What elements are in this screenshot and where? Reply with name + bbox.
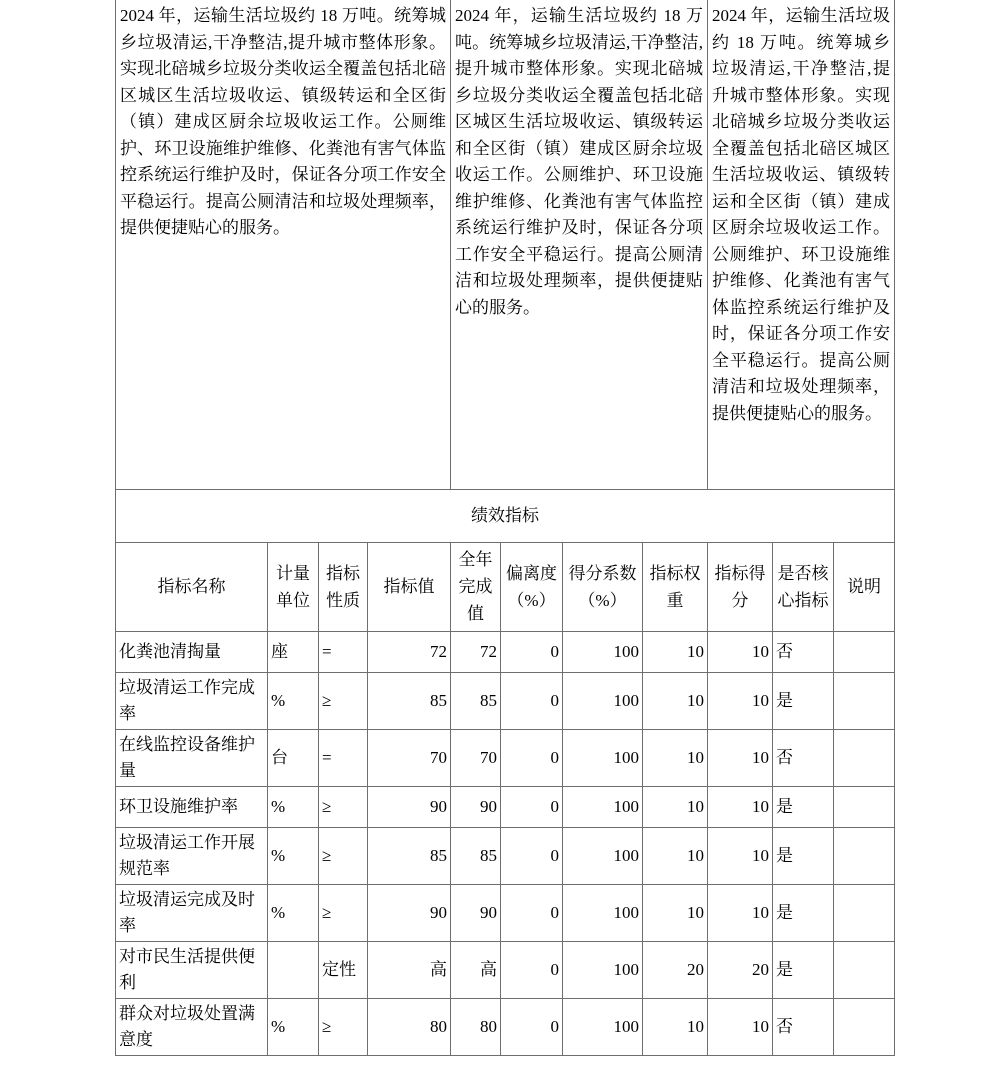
cell-note <box>834 631 895 672</box>
overview-text-1: 2024 年，运输生活垃圾约 18 万吨。统筹城乡垃圾清运,干净整洁,提升城市整体形象。实现北碚城乡垃圾分类收运全覆盖包括北碚区城区生活垃圾收运、镇级转运和全区街（镇）建成区厨余垃圾收运工作。公厕维护、环卫设施维护维修、化粪池有害气体监控系统运行维护及时，保证各分项工作安全平稳运行。提高公厕清洁和垃圾处理频率，提供便捷贴心的服务。 <box>120 6 446 237</box>
cell-deviation: 0 <box>501 941 563 998</box>
cell-nature: ≥ <box>319 786 368 827</box>
cell-indicator-name: 环卫设施维护率 <box>116 786 268 827</box>
table-row <box>116 729 895 786</box>
cell-weight: 20 <box>643 941 708 998</box>
cell-score-coefficient: 100 <box>563 884 643 941</box>
cell-score: 20 <box>708 941 773 998</box>
cell-annual-value: 85 <box>451 827 501 884</box>
cell-unit: 座 <box>268 631 319 672</box>
cell-weight: 10 <box>643 672 708 729</box>
cell-unit: % <box>268 786 319 827</box>
cell-score-coefficient: 100 <box>563 786 643 827</box>
cell-unit: 台 <box>268 729 319 786</box>
cell-target-value: 72 <box>368 631 451 672</box>
cell-nature: 定性 <box>319 941 368 998</box>
cell-unit <box>268 941 319 998</box>
cell-core-indicator: 是 <box>773 786 834 827</box>
cell-indicator-name: 垃圾清运工作开展规范率 <box>116 827 268 884</box>
cell-annual-value: 90 <box>451 884 501 941</box>
overview-row <box>116 0 895 489</box>
cell-nature: ≥ <box>319 827 368 884</box>
overview-text-3: 2024 年，运输生活垃圾约 18 万吨。统筹城乡垃圾清运,干净整洁,提升城市整体形象。实现北碚城乡垃圾分类收运全覆盖包括北碚区城区生活垃圾收运、镇级转运和全区街（镇）建成区厨余垃圾收运工作。公厕维护、环卫设施维护维修、化粪池有害气体监控系统运行维护及时，保证各分项工作安全平稳运行。提高公厕清洁和垃圾处理频率，提供便捷贴心的服务。 <box>712 6 891 423</box>
cell-deviation: 0 <box>501 786 563 827</box>
header-score: 指标得分 <box>708 542 773 631</box>
cell-deviation: 0 <box>501 631 563 672</box>
cell-note <box>834 998 895 1055</box>
cell-target-value: 高 <box>368 941 451 998</box>
cell-annual-value: 90 <box>451 786 501 827</box>
table-row <box>116 998 895 1055</box>
table-header-row <box>116 542 895 631</box>
cell-unit: % <box>268 827 319 884</box>
cell-weight: 10 <box>643 998 708 1055</box>
cell-nature: = <box>319 729 368 786</box>
cell-score: 10 <box>708 827 773 884</box>
table-row <box>116 941 895 998</box>
cell-deviation: 0 <box>501 884 563 941</box>
cell-core-indicator: 是 <box>773 672 834 729</box>
cell-note <box>834 672 895 729</box>
cell-score-coefficient: 100 <box>563 672 643 729</box>
cell-target-value: 85 <box>368 672 451 729</box>
cell-score: 10 <box>708 884 773 941</box>
cell-core-indicator: 是 <box>773 884 834 941</box>
cell-annual-value: 高 <box>451 941 501 998</box>
overview-text-2: 2024 年，运输生活垃圾约 18 万吨。统筹城乡垃圾清运,干净整洁,提升城市整体形象。实现北碚城乡垃圾分类收运全覆盖包括北碚区城区生活垃圾收运、镇级转运和全区街（镇）建成区厨余垃圾收运工作。公厕维护、环卫设施维护维修、化粪池有害气体监控系统运行维护及时，保证各分项工作安全平稳运行。提高公厕清洁和垃圾处理频率，提供便捷贴心的服务。 <box>455 6 703 317</box>
table-row <box>116 672 895 729</box>
cell-weight: 10 <box>643 786 708 827</box>
cell-weight: 10 <box>643 827 708 884</box>
cell-note <box>834 827 895 884</box>
cell-weight: 10 <box>643 729 708 786</box>
header-score-coefficient: 得分系数（%） <box>563 542 643 631</box>
header-indicator-name: 指标名称 <box>116 542 268 631</box>
cell-weight: 10 <box>643 631 708 672</box>
cell-nature: ≥ <box>319 998 368 1055</box>
cell-score-coefficient: 100 <box>563 941 643 998</box>
cell-indicator-name: 垃圾清运完成及时率 <box>116 884 268 941</box>
cell-nature: ≥ <box>319 884 368 941</box>
table-row <box>116 786 895 827</box>
header-target-value: 指标值 <box>368 542 451 631</box>
cell-indicator-name: 化粪池清掏量 <box>116 631 268 672</box>
cell-nature: ≥ <box>319 672 368 729</box>
cell-note <box>834 884 895 941</box>
cell-note <box>834 786 895 827</box>
header-deviation: 偏离度（%） <box>501 542 563 631</box>
cell-score-coefficient: 100 <box>563 998 643 1055</box>
overview-cell-2 <box>451 0 708 489</box>
cell-core-indicator: 是 <box>773 941 834 998</box>
cell-nature: = <box>319 631 368 672</box>
cell-core-indicator: 是 <box>773 827 834 884</box>
cell-deviation: 0 <box>501 827 563 884</box>
cell-annual-value: 80 <box>451 998 501 1055</box>
table-row <box>116 827 895 884</box>
header-unit: 计量单位 <box>268 542 319 631</box>
cell-core-indicator: 否 <box>773 631 834 672</box>
cell-score: 10 <box>708 786 773 827</box>
cell-note <box>834 941 895 998</box>
cell-target-value: 80 <box>368 998 451 1055</box>
section-title-row <box>116 489 895 542</box>
header-weight: 指标权重 <box>643 542 708 631</box>
cell-target-value: 90 <box>368 884 451 941</box>
cell-score: 10 <box>708 998 773 1055</box>
cell-score-coefficient: 100 <box>563 827 643 884</box>
cell-annual-value: 85 <box>451 672 501 729</box>
cell-annual-value: 70 <box>451 729 501 786</box>
table-row <box>116 884 895 941</box>
overview-cell-1 <box>116 0 451 489</box>
cell-weight: 10 <box>643 884 708 941</box>
table-row <box>116 631 895 672</box>
header-note: 说明 <box>834 542 895 631</box>
cell-deviation: 0 <box>501 998 563 1055</box>
cell-annual-value: 72 <box>451 631 501 672</box>
cell-indicator-name: 垃圾清运工作完成率 <box>116 672 268 729</box>
header-nature: 指标性质 <box>319 542 368 631</box>
cell-note <box>834 729 895 786</box>
cell-indicator-name: 对市民生活提供便利 <box>116 941 268 998</box>
cell-score: 10 <box>708 631 773 672</box>
overview-cell-3 <box>708 0 895 489</box>
cell-target-value: 85 <box>368 827 451 884</box>
cell-deviation: 0 <box>501 729 563 786</box>
cell-target-value: 70 <box>368 729 451 786</box>
cell-indicator-name: 在线监控设备维护量 <box>116 729 268 786</box>
cell-deviation: 0 <box>501 672 563 729</box>
cell-score-coefficient: 100 <box>563 729 643 786</box>
section-title: 绩效指标 <box>116 489 895 542</box>
performance-indicator-table <box>115 0 895 1056</box>
header-core-indicator: 是否核心指标 <box>773 542 834 631</box>
document-page <box>115 0 894 1056</box>
cell-score-coefficient: 100 <box>563 631 643 672</box>
cell-core-indicator: 否 <box>773 729 834 786</box>
cell-score: 10 <box>708 672 773 729</box>
cell-score: 10 <box>708 729 773 786</box>
cell-core-indicator: 否 <box>773 998 834 1055</box>
cell-indicator-name: 群众对垃圾处置满意度 <box>116 998 268 1055</box>
cell-target-value: 90 <box>368 786 451 827</box>
cell-unit: % <box>268 998 319 1055</box>
cell-unit: % <box>268 884 319 941</box>
header-annual-value: 全年完成值 <box>451 542 501 631</box>
cell-unit: % <box>268 672 319 729</box>
